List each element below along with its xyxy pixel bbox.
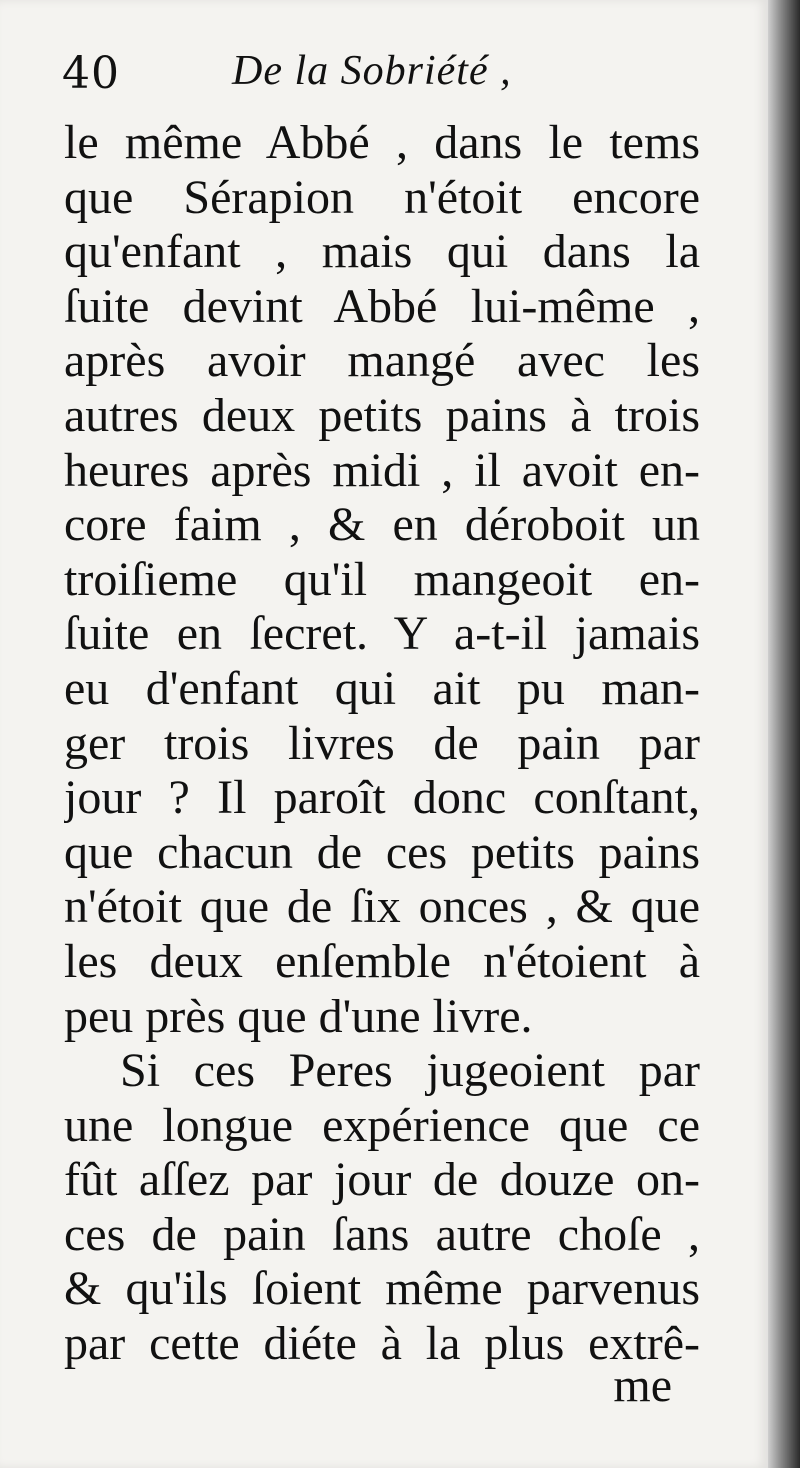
text-line: le même Abbé , dans le tems [64, 116, 700, 169]
text-line: que chacun de ces petits pains [64, 825, 700, 879]
running-head: De la Sobriété , [232, 48, 512, 94]
text-line: une longue expérience que ce [64, 1098, 700, 1152]
page-edge-shadow [768, 0, 800, 1468]
text-line: autres deux petits pains à trois [64, 388, 700, 442]
text-line: troiſieme qu'il mangeoit en- [64, 552, 700, 606]
page-header [62, 42, 702, 112]
text-line: eu d'enfant qui ait pu man- [64, 661, 700, 715]
text-line: heures après midi , il avoit en- [64, 443, 700, 497]
text-line: après avoir mangé avec les [64, 334, 700, 388]
text-line: jour ? Il paroît donc conſtant, [64, 771, 700, 825]
text-line-paragraph-start: Si ces Peres jugeoient par [120, 1044, 700, 1098]
text-line: n'étoit que de ſix onces , & que [64, 880, 700, 934]
text-line: ger trois livres de pain par [64, 716, 700, 770]
body-text [64, 116, 700, 1372]
text-line: ſuite devint Abbé lui-même , [64, 279, 700, 333]
text-line: core faim , & en déroboit un [64, 498, 700, 552]
text-line: ces de pain ſans autre choſe , [64, 1207, 700, 1261]
text-line: fût aſſez par jour de douze on- [64, 1153, 700, 1207]
text-line: les deux enſemble n'étoient à [64, 934, 700, 988]
text-line: & qu'ils ſoient même parvenus [64, 1262, 700, 1316]
page-number: 40 [62, 48, 120, 99]
text-line-paragraph-end: peu près que d'une livre. [64, 989, 533, 1043]
text-line: ſuite en ſecret. Y a-t-il jamais [64, 607, 700, 661]
catchword: me [613, 1359, 672, 1412]
text-line: qu'enfant , mais qui dans la [64, 225, 700, 279]
text-line: par cette diéte à la plus extrê- [64, 1317, 700, 1371]
text-line: que Sérapion n'étoit encore [64, 170, 700, 224]
